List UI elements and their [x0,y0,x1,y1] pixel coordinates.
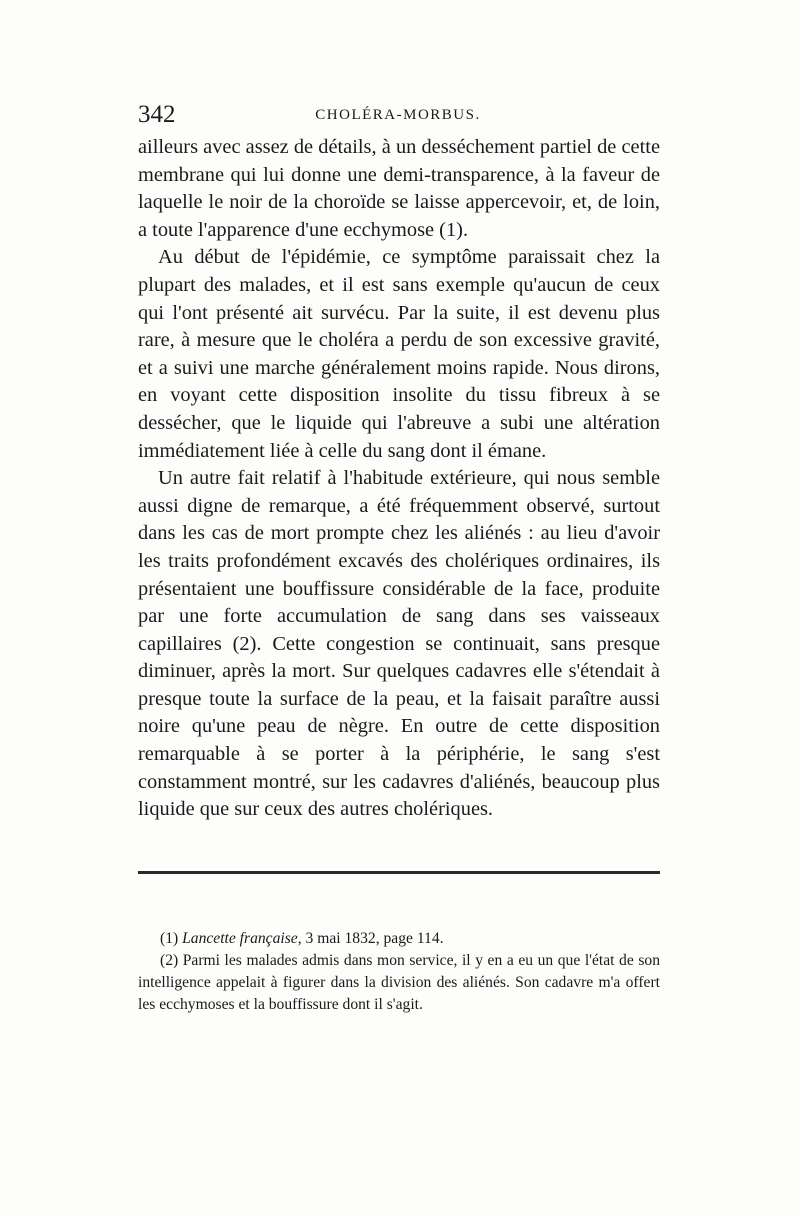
page-number: 342 [138,101,176,128]
running-title: CHOLÉRA-MORBUS. [315,107,481,123]
footnote-1 [138,928,660,950]
footnote-2: (2) Parmi les malades admis dans mon service, il y en a eu un que l'état de son intelligence appelait à figurer dans la division des aliénés. Son cadavre m'a offert les ecchymoses et la bouffissure dont il s'agit. [138,952,660,1013]
body-text [138,134,660,824]
footnote-1-citation: , 3 mai 1832, page 114. [297,930,444,947]
paragraph-3: Un autre fait relatif à l'habitude extérieure, qui nous semble aussi digne de remarque, a été fréquemment observé, surtout dans les cas de mort prompte chez les aliénés : au lieu d'avoir les traits profondément excavés des cholériques ordinaires, ils présentaient une bouffissure considérable de la face, produite par une forte accumulation de sang dans ses vaisseaux capillaires (2). Cette congestion se continuait, sans presque diminuer, après la mort. Sur quelques cadavres elle s'étendait à presque toute la surface de la peau, et la faisait paraître aussi noire qu'une peau de nègre. En outre de cette disposition remarquable à se porter à la périphérie, le sang s'est constamment montré, sur les cadavres d'aliénés, beaucoup plus liquide que sur ceux des autres cholériques. [138,467,660,821]
footnote-1-marker: (1) [160,930,179,947]
footnotes [138,928,660,1016]
footnote-rule [138,871,660,874]
footnote-1-journal: Lancette française [182,930,298,947]
paragraph-2: Au début de l'épidémie, ce symptôme paraissait chez la plupart des malades, et il est sans exemple qu'aucun de ceux qui l'ont présenté ait survécu. Par la suite, il est devenu plus rare, à mesure que le choléra a perdu de son excessive gravité, et a suivi une marche généralement moins rapide. Nous dirons, en voyant cette disposition insolite du tissu fibreux à se dessécher, que le liquide qui l'abreuve a subi une altération immédiatement liée à celle du sang dont il émane. [138,246,660,462]
paragraph-1: ailleurs avec assez de détails, à un desséchement partiel de cette membrane qui lui donne une demi-transparence, à la faveur de laquelle le noir de la choroïde se laisse appercevoir, et, de loin, a toute l'apparence d'une ecchymose (1). [138,136,660,241]
page-header [138,100,658,130]
